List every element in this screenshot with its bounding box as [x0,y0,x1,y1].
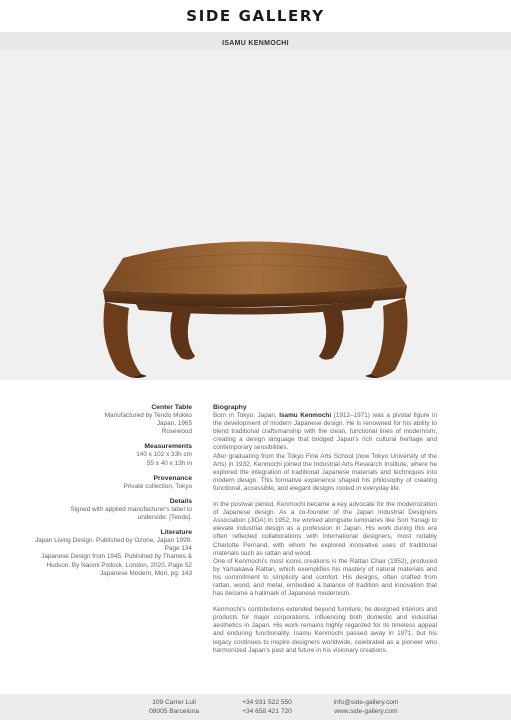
biography-column [213,404,437,655]
gallery-logo[interactable]: SIDE GALLERY [186,7,325,25]
section-title: Provenance [153,474,192,482]
biography-title: Biography [213,404,247,411]
detail-line: Private collection, Tokyo [123,482,192,490]
detail-line: Hudson. By Naomi Pollock. London, 2020. Page 52 [46,561,192,569]
website-link[interactable]: www.side-gallery.com [334,707,398,715]
detail-line: underside: [Tendo]. [137,514,192,522]
footer-phones [223,699,311,716]
detail-line: Japanese Design from 1945. Published by Thames & [41,553,192,561]
section-title: Details [169,497,192,505]
biography-paragraph: Kenmochi's contributions extended beyond furniture; he designed interiors and products for major corporations, influencing both domestic and industrial aesthetics in Japan. His work remains highly regarded for its timeless appeal and enduring functionality. Isamu Kenmochi passed away in 1971, but his legacy continues to inspire designers worldwide, celebrated as a pioneer who harmonized Japan's past and future in his visionary creations. [213,606,437,654]
section-title: Measurements [144,443,192,451]
footer-address [130,699,218,716]
center-table-section [0,404,192,436]
header [0,0,511,32]
detail-line: Page 134 [164,545,192,553]
section-title: Literature [160,529,192,537]
table-illustration [95,230,415,390]
address-line: 08005 Barcelona [149,707,199,715]
email-link[interactable]: info@side-gallery.com [333,699,399,706]
phone-link[interactable]: +34 658 421 720 [242,707,292,715]
measurements-section [0,443,192,467]
artist-bar [0,32,511,50]
footer-contact [318,699,414,716]
detail-line: 140 x 102 x 33h cm [136,451,192,459]
detail-line: Signed with applied manufacturer's label to [70,505,192,513]
details-section [0,498,192,522]
detail-line: Japanese Modern, Mori, pg. 143 [99,569,192,577]
bio-text: (1912–1971) was a pivotal figure in the development of modern Japanese design. He is renowned for his ability to blend traditional craftsmanship with the clean, functional lines of modernism, creating a design language that bridged Japan's rich cultural heritage and contemporary sensibilities. [213,412,438,452]
detail-line: Japan Living Design. Published by Ozone, Japan 1999. [34,537,192,545]
provenance-section [0,475,192,491]
literature-section [0,529,192,578]
bio-text: Born in Tokyo, Japan, [213,412,280,420]
details-column [0,404,192,585]
detail-line: 55 x 40 x 13h in [146,459,192,467]
address-line: 109 Carrer Lull [152,699,196,706]
biography-paragraph: In the postwar period, Kenmochi became a key advocate for the modernization of Japanese design. As a co-founder of the Japan Industrial Designers Association (JIDA) in 1952, he worked alongside luminaries like Sori Yanagi to elevate industrial design as a profession in Japan. His work during this era often reflected collaborations with international designers, most notably Charlotte Perriand, with whom he explored innovative uses of traditional materials such as rattan and wood. [213,501,437,557]
detail-line: Rosewood [161,428,192,436]
footer [0,694,511,720]
phone-link[interactable]: +34 931 522 550 [242,699,292,706]
artist-name: ISAMU KENMOCHI [222,40,289,47]
biography-paragraph: After graduating from the Tokyo Fine Arts School (now Tokyo University of the Arts) in 1932, Kenmochi joined the Industrial Arts Research Institute, where he explored the integration of traditional Japanese materials and techniques into modern design. This formative experience shaped his philosophy of creating functional, accessible, and elegant designs rooted in everyday life. [213,452,437,492]
detail-line: Manufactured by Tendo Mokko [104,412,192,420]
section-title: Center Table [151,404,192,411]
detail-line: Japan, 1965 [156,420,192,428]
biography-paragraph: One of Kenmochi's most iconic creations is the Rattan Chair (1952), produced by Yamakawa Rattan, which exemplifies his mastery of natural materials and his commitment to simplicity and comfort. His designs, often crafted from rattan, wood, and metal, embodied a balance of tradition and innovation that has become a hallmark of Japanese modernism. [213,557,437,598]
biography-paragraph [213,412,437,452]
artist-name-bold: Isamu Kenmochi [279,412,332,420]
product-photo [0,50,511,380]
